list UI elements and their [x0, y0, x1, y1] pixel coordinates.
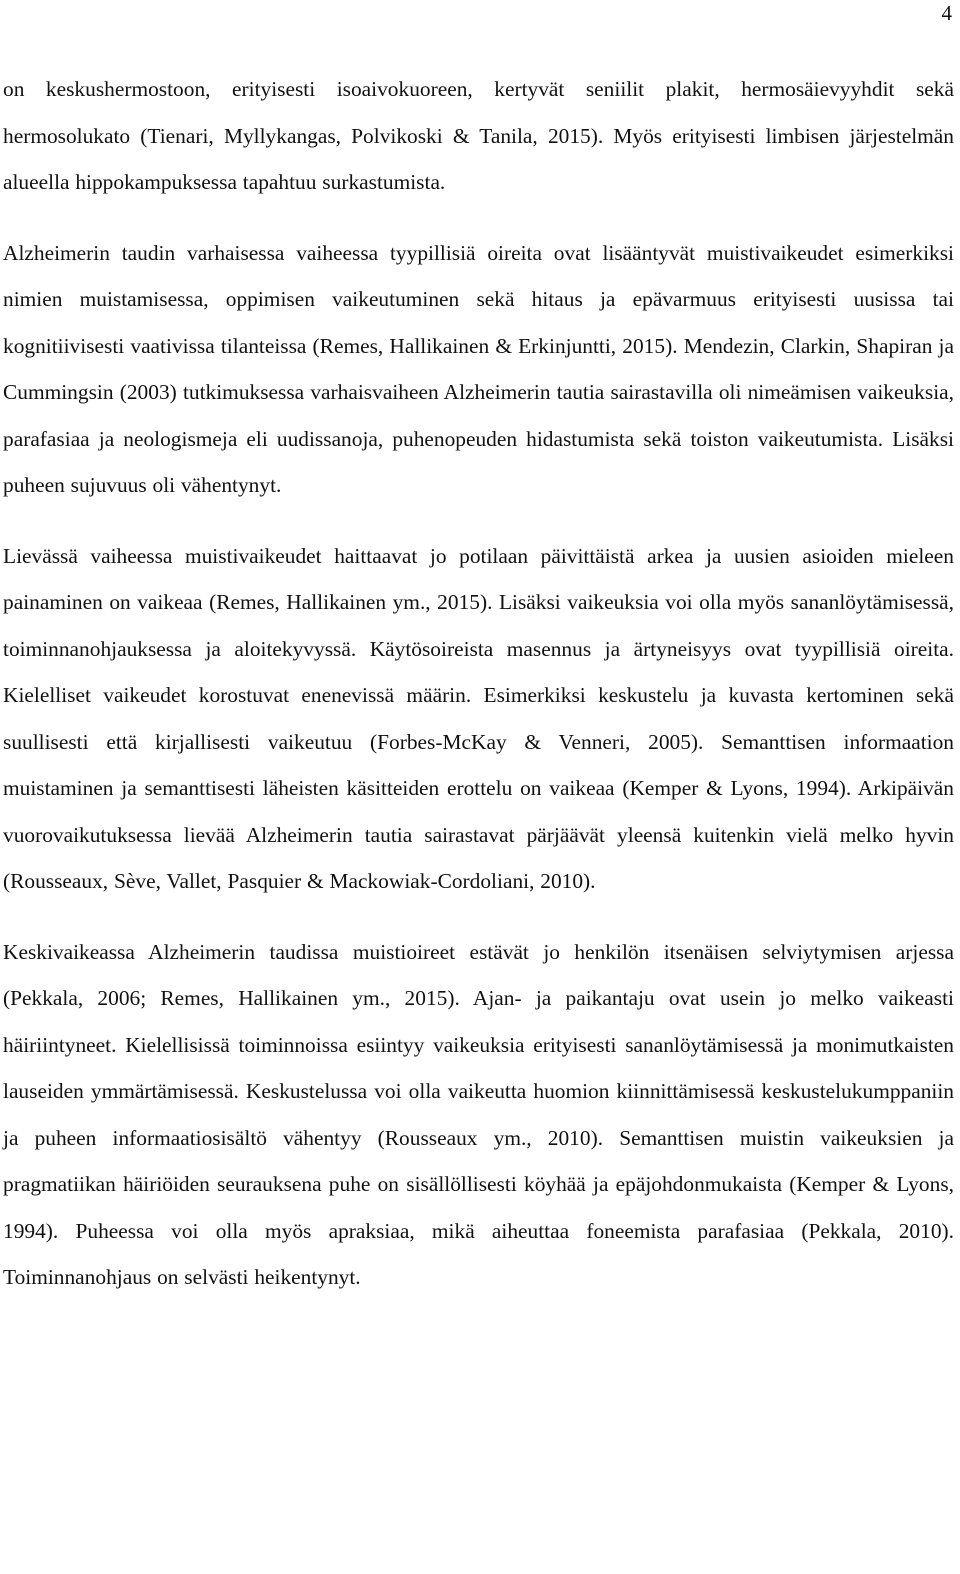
paragraph-moderate-stage: Keskivaikeassa Alzheimerin taudissa muistioireet estävät jo henkilön itsenäisen selviytymisen arjessa (Pekkala, 2006; Remes, Hallikainen ym., 2015). Ajan- ja paikantaju ovat usein jo melko vaikeasti häiriintyneet. Kielellisissä toiminnoissa esiintyy vaikeuksia erityisesti sananlöytämisessä ja monimutkaisten lauseiden ymmärtämisessä. Keskustelussa voi olla vaikeutta huomion kiinnittämisessä keskustelukumppaniin ja puheen informaatiosisältö vähentyy (Rousseaux ym., 2010). Semanttisen muistin vaikeuksien ja pragmatiikan häiriöiden seurauksena puhe on sisällöllisesti köyhää ja epäjohdonmukaista (Kemper & Lyons, 1994). Puheessa voi olla myös apraksiaa, mikä aiheuttaa foneemista parafasiaa (Pekkala, 2010). Toiminnanohjaus on selvästi heikentynyt. — [3, 939, 954, 1289]
paragraph-mild-stage: Lievässä vaiheessa muistivaikeudet haittaavat jo potilaan päivittäistä arkea ja uusien asioiden mieleen painaminen on vaikeaa (Remes, Hallikainen ym., 2015). Lisäksi vaikeuksia voi olla myös sananlöytämisessä, toiminnanohjauksessa ja aloitekyvyssä. Käytösoireista masennus ja ärtyneisyys ovat tyypillisiä oireita. Kielelliset vaikeudet korostuvat enenevissä määrin. Esimerkiksi keskustelu ja kuvasta kertominen sekä suullisesti että kirjallisesti vaikeutuu (Forbes-McKay & Venneri, 2005). Semanttisen informaation muistaminen ja semanttisesti läheisten käsitteiden erottelu on vaikeaa (Kemper & Lyons, 1994). Arkipäivän vuorovaikutuksessa lievää Alzheimerin tautia sairastavat pärjäävät yleensä kuitenkin vielä melko hyvin (Rousseaux, Sève, Vallet, Pasquier & Mackowiak-Cordoliani, 2010). — [3, 543, 954, 893]
page-number: 4 — [941, 1, 952, 25]
document-body — [3, 66, 954, 1301]
paragraph-neuropathology: on keskushermostoon, erityisesti isoaivokuoreen, kertyvät seniilit plakit, hermosäievyyhdit sekä hermosolukato (Tienari, Myllykangas, Polvikoski & Tanila, 2015). Myös erityisesti limbisen järjestelmän alueella hippokampuksessa tapahtuu surkastumista. — [3, 77, 954, 194]
paragraph-early-stage: Alzheimerin taudin varhaisessa vaiheessa tyypillisiä oireita ovat lisääntyvät muistivaikeudet esimerkiksi nimien muistamisessa, oppimisen vaikeutuminen sekä hitaus ja epävarmuus erityisesti uusissa tai kognitiivisesti vaativissa tilanteissa (Remes, Hallikainen & Erkinjuntti, 2015). Mendezin, Clarkin, Shapiran ja Cummingsin (2003) tutkimuksessa varhaisvaiheen Alzheimerin tautia sairastavilla oli nimeämisen vaikeuksia, parafasiaa ja neologismeja eli uudissanoja, puhenopeuden hidastumista sekä toiston vaikeutumista. Lisäksi puheen sujuvuus oli vähentynyt. — [3, 240, 954, 497]
